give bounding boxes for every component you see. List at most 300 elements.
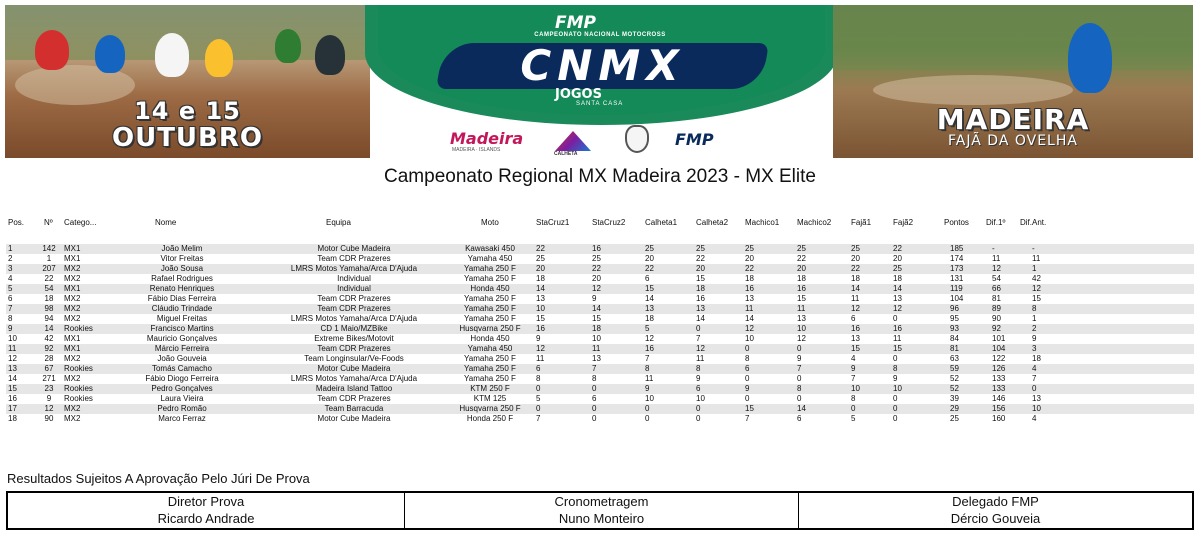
table-cell: 81 [950,344,959,353]
column-header: Nº [44,218,53,227]
table-cell: 10 [592,334,601,343]
table-cell: 6 [745,364,750,373]
table-cell: 16 [592,244,601,253]
table-cell: 12 [745,324,754,333]
table-cell: 15 [797,294,806,303]
table-cell: João Sousa [160,264,204,273]
rider-shape [155,33,189,77]
table-cell: 90 [992,314,1001,323]
official-director [8,493,404,528]
table-cell: 10 [893,384,902,393]
table-cell: 15 [745,404,754,413]
table-cell: 126 [992,364,1006,373]
table-row [6,414,1194,424]
column-header: Machico2 [797,218,832,227]
table-cell: Mauricio Gonçalves [146,334,218,343]
cnmx-subtitle: CAMPEONATO NACIONAL MOTOCROSS [534,32,666,38]
table-cell: 13 [893,294,902,303]
column-header: Pos. [8,218,25,227]
table-cell: 8 [1032,304,1037,313]
table-cell: 11 [745,304,754,313]
table-cell: 18 [696,284,705,293]
table-cell: 16 [536,324,545,333]
table-cell: Husqvarna 250 F [459,324,521,333]
table-cell: 3 [8,264,13,273]
table-cell: 18 [851,274,860,283]
table-cell: Yamaha 450 [467,344,513,353]
table-cell: 5 [8,284,13,293]
jogos-logo: JOGOS [555,87,602,102]
table-cell: 0 [745,344,750,353]
table-cell: 9 [8,324,13,333]
table-row [6,264,1194,274]
table-cell: 25 [950,414,959,423]
table-cell: 16 [797,284,806,293]
table-cell: 16 [645,344,654,353]
table-cell: 146 [992,394,1006,403]
table-cell: MX2 [64,414,81,423]
table-cell: 18 [797,274,806,283]
table-cell: 13 [8,364,17,373]
table-cell: Team Barracuda [324,404,384,413]
table-cell: Team CDR Prazeres [317,344,391,353]
fmp-logo: FMP [555,13,596,33]
table-cell: 0 [797,374,802,383]
table-cell: 4 [8,274,13,283]
table-cell: 11 [536,354,545,363]
official-name: Ricardo Andrade [157,511,255,526]
approval-note: Resultados Sujeitos A Aprovação Pelo Júri De Prova [7,471,310,486]
table-cell: 9 [592,294,597,303]
table-cell: 0 [893,314,898,323]
column-header: Pontos [944,218,969,227]
page-title: Campeonato Regional MX Madeira 2023 - MX Elite [384,166,816,187]
table-cell: Yamaha 250 F [464,264,516,273]
table-cell: Yamaha 250 F [464,314,516,323]
table-cell: 13 [851,334,860,343]
table-cell: 0 [893,394,898,403]
table-cell: 15 [893,344,902,353]
table-cell: 18 [1032,354,1041,363]
table-cell: 0 [645,404,650,413]
table-cell: 0 [1032,384,1037,393]
table-cell: 0 [536,384,541,393]
officials-box [6,491,1194,530]
table-cell: 1 [8,244,13,253]
table-cell: 25 [592,254,601,263]
table-cell: 101 [992,334,1006,343]
table-cell: MX2 [64,374,81,383]
table-cell: 6 [851,314,856,323]
table-cell: 119 [950,284,963,293]
table-cell: 12 [893,304,902,313]
table-cell: Team CDR Prazeres [317,394,391,403]
table-cell: MX2 [64,264,81,273]
table-cell: 20 [536,264,545,273]
table-cell: 0 [592,414,597,423]
table-cell: Fábio Dias Ferreira [147,294,217,303]
table-cell: 11 [851,294,860,303]
table-cell: Yamaha 250 F [464,294,516,303]
table-cell: 12 [536,344,545,353]
table-cell: 11 [1032,254,1041,263]
table-cell: 6 [645,274,650,283]
table-cell: 7 [1032,374,1037,383]
table-row [6,404,1194,414]
table-cell: Renato Henriques [149,284,215,293]
table-cell: 0 [592,404,597,413]
table-cell: 22 [696,254,705,263]
table-row [6,384,1194,394]
table-row [6,284,1194,294]
table-cell: 18 [645,314,654,323]
table-cell: Laura Vieira [160,394,204,403]
column-header: Fajã1 [851,218,872,227]
table-cell: 12 [696,344,705,353]
table-cell: 6 [592,394,597,403]
table-cell: 0 [696,414,701,423]
table-cell: 7 [8,304,13,313]
table-cell: 84 [950,334,959,343]
table-cell: 104 [950,294,964,303]
table-cell: 1 [46,254,52,263]
table-cell: 0 [797,394,802,403]
table-cell: 14 [893,284,902,293]
column-header: Equipa [326,218,351,227]
table-cell: 8 [8,314,13,323]
table-cell: 12 [44,404,54,413]
table-cell: 4 [1032,364,1037,373]
sponsor-fmp-logo: FMP [675,130,714,149]
table-cell: 10 [8,334,17,343]
table-cell: 25 [645,244,654,253]
table-cell: 104 [992,344,1006,353]
cnmx-logo: CNMX [520,41,685,90]
table-cell: 14 [797,404,806,413]
table-cell: Team Longinsular/Ve-Foods [304,354,404,363]
table-cell: 7 [851,374,856,383]
table-cell: Honda 450 [470,284,510,293]
table-row [6,314,1194,324]
dust-cloud [873,75,1073,105]
table-cell: 0 [745,394,750,403]
table-cell: 9 [645,384,650,393]
table-cell: 2 [8,254,13,263]
table-cell: 142 [42,244,56,253]
table-cell: MX1 [64,244,81,253]
sponsor-madeira-subtitle: MADEIRA · ISLANDS [452,147,501,153]
table-cell: 15 [645,284,654,293]
table-cell: Yamaha 450 [467,254,513,263]
table-cell: 25 [893,264,902,273]
table-cell: 3 [1032,344,1037,353]
table-cell: 10 [1032,404,1041,413]
table-cell: 20 [851,254,860,263]
table-cell: 133 [992,384,1006,393]
table-cell: 13 [1032,394,1041,403]
table-cell: 23 [44,384,54,393]
column-header: Moto [481,218,499,227]
table-cell: 5 [851,414,856,423]
table-cell: Rookies [64,384,93,393]
table-cell: 20 [893,254,902,263]
table-cell: 11 [592,344,601,353]
banner-logo-panel [370,5,833,158]
table-cell: LMRS Motos Yamaha/Arca D'Ajuda [290,314,418,323]
table-cell: 14 [592,304,601,313]
table-cell: 39 [950,394,959,403]
table-cell: 16 [696,294,705,303]
table-row [6,354,1194,364]
table-cell: 2 [1032,324,1037,333]
table-cell: 13 [645,304,654,313]
table-cell: 6 [536,364,541,373]
table-cell: 18 [44,294,54,303]
table-cell: 12 [851,304,860,313]
table-cell: 11 [696,354,705,363]
table-cell: 160 [992,414,1006,423]
table-cell: 0 [893,354,898,363]
sponsor-calheta-label: CALHETA [554,151,578,157]
table-cell: 16 [745,284,754,293]
column-header: Machico1 [745,218,780,227]
table-cell: 4 [851,354,856,363]
table-cell: MX2 [64,314,81,323]
table-row [6,334,1194,344]
table-cell: 7 [645,354,650,363]
table-cell: 8 [797,384,802,393]
table-cell: 22 [44,274,54,283]
table-cell: 12 [645,334,654,343]
rider-shape [35,30,69,70]
table-cell: Individual [337,274,371,283]
table-cell: 29 [950,404,959,413]
table-cell: 52 [950,374,959,383]
table-row [6,294,1194,304]
table-cell: 11 [645,374,654,383]
column-header: Calheta1 [645,218,678,227]
table-cell: 0 [797,344,802,353]
table-cell: 22 [893,244,902,253]
table-cell: 9 [696,374,701,383]
table-cell: 11 [797,304,806,313]
table-cell: 81 [992,294,1001,303]
table-cell: 13 [745,294,754,303]
table-cell: 14 [696,314,705,323]
table-cell: CD 1 Maio/MZBike [320,324,388,333]
table-cell: Rafael Rodrigues [151,274,213,283]
table-cell: 8 [592,374,597,383]
table-cell: 6 [797,414,802,423]
table-row [6,244,1194,254]
table-cell: 0 [592,384,597,393]
column-header: Nome [155,218,177,227]
table-cell: Rookies [64,364,93,373]
table-cell: Husqvarna 250 F [459,404,521,413]
table-cell: 14 [536,284,545,293]
table-cell: 0 [536,404,541,413]
table-cell: 66 [992,284,1001,293]
table-cell: 10 [536,304,545,313]
table-cell: 59 [950,364,959,373]
table-cell: 5 [536,394,541,403]
table-cell: 173 [950,264,964,273]
table-cell: 10 [696,394,705,403]
column-header: Fajã2 [893,218,914,227]
table-cell: 95 [950,314,959,323]
table-cell: MX2 [64,294,81,303]
table-cell: 17 [8,404,17,413]
table-cell: 22 [592,264,601,273]
table-cell: Yamaha 250 F [464,364,516,373]
rider-shape [275,29,301,63]
table-cell: João Melim [161,244,203,253]
banner-photo-left [5,5,370,158]
table-cell: 0 [645,414,650,423]
table-cell: 10 [645,394,654,403]
table-cell: 6 [696,384,701,393]
table-cell: 92 [992,324,1001,333]
table-cell: Team CDR Prazeres [317,304,391,313]
event-sublocation: FAJÃ DA OVELHA [948,133,1078,149]
table-cell: Honda 250 F [466,414,514,423]
table-cell: 9 [1032,334,1037,343]
table-cell: Kawasaki 450 [465,244,515,253]
table-cell: 25 [696,244,705,253]
table-cell: 12 [797,334,806,343]
table-cell: 12 [992,264,1001,273]
table-cell: Yamaha 250 F [464,374,516,383]
table-cell: 12 [1032,284,1041,293]
table-cell: 1 [1032,314,1037,323]
table-cell: 93 [950,324,959,333]
table-cell: Honda 450 [470,334,510,343]
table-cell: 14 [44,324,54,333]
table-cell: 54 [992,274,1001,283]
table-cell: 22 [797,254,806,263]
rider-shape [315,35,345,75]
table-row [6,254,1194,264]
table-cell: 271 [42,374,56,383]
table-cell: LMRS Motos Yamaha/Arca D'Ajuda [290,374,418,383]
table-cell: 18 [893,274,902,283]
table-cell: 18 [745,274,754,283]
table-cell: 131 [950,274,964,283]
table-cell: Team CDR Prazeres [317,254,391,263]
table-cell: 8 [696,364,701,373]
table-cell: 10 [797,324,806,333]
table-cell: MX1 [64,344,81,353]
table-cell: 15 [536,314,545,323]
official-role: Delegado FMP [952,494,1039,509]
table-cell: Tomás Camacho [151,364,213,373]
table-cell: 63 [950,354,959,363]
table-cell: 6 [8,294,13,303]
table-cell: Motor Cube Madeira [317,414,391,423]
table-cell: 25 [745,244,754,253]
table-cell: 8 [645,364,650,373]
official-name: Dércio Gouveia [950,511,1041,526]
table-cell: 7 [745,414,750,423]
table-row [6,274,1194,284]
table-cell: 25 [851,244,860,253]
table-cell: 16 [893,324,902,333]
table-cell: 52 [950,384,959,393]
table-cell: 15 [696,274,705,283]
table-cell: 15 [592,314,601,323]
table-cell: Márcio Ferreira [154,344,210,353]
table-cell: 20 [696,264,705,273]
table-cell: 22 [851,264,860,273]
table-cell: 13 [592,354,601,363]
table-cell: 7 [536,414,541,423]
table-cell: 13 [696,304,705,313]
table-cell: 13 [797,314,806,323]
table-cell: 8 [536,374,541,383]
table-cell: 8 [851,394,856,403]
table-cell: - [1032,244,1035,253]
table-cell: 0 [696,324,701,333]
table-cell: 15 [8,384,17,393]
table-cell: MX2 [64,274,81,283]
table-cell: 0 [851,404,856,413]
table-cell: KTM 125 [473,394,507,403]
table-cell: MX1 [64,254,81,263]
table-cell: 0 [893,414,898,423]
table-cell: Extreme Bikes/Motovit [314,334,394,343]
table-row [6,324,1194,334]
table-cell: 9 [536,334,541,343]
table-cell: Fábio Diogo Ferreira [145,374,219,383]
sponsor-strip [370,123,833,158]
official-delegate [798,493,1192,528]
column-header: StaCruz2 [592,218,626,227]
table-cell: 185 [950,244,964,253]
table-cell: 20 [745,254,754,263]
table-cell: 14 [851,284,860,293]
table-cell: João Gouveia [157,354,207,363]
table-cell: 16 [851,324,860,333]
table-cell: 14 [645,294,654,303]
table-cell: 11 [8,344,17,353]
table-cell: Pedro Gonçalves [151,384,213,393]
event-location: MADEIRA [936,103,1090,136]
table-cell: 15 [851,344,860,353]
table-cell: 8 [893,364,898,373]
table-cell: MX2 [64,304,81,313]
table-cell: 20 [592,274,601,283]
table-cell: 42 [44,334,54,343]
table-cell: 207 [42,264,56,273]
official-role: Diretor Prova [167,494,245,509]
table-cell: 94 [44,314,54,323]
table-cell: 22 [745,264,754,273]
table-cell: 22 [645,264,654,273]
official-name: Nuno Monteiro [558,511,645,526]
table-cell: MX1 [64,284,81,293]
banner-photo-right [833,5,1193,158]
table-cell: 15 [1032,294,1041,303]
table-cell: Cláudio Trindade [151,304,213,313]
table-cell: 0 [745,374,750,383]
table-cell: 8 [745,354,750,363]
table-cell: 10 [745,334,754,343]
table-cell: 92 [44,344,54,353]
table-cell: 13 [536,294,545,303]
table-cell: 7 [797,364,802,373]
event-banner [5,5,1193,158]
event-date-days: 14 e 15 [134,97,241,125]
